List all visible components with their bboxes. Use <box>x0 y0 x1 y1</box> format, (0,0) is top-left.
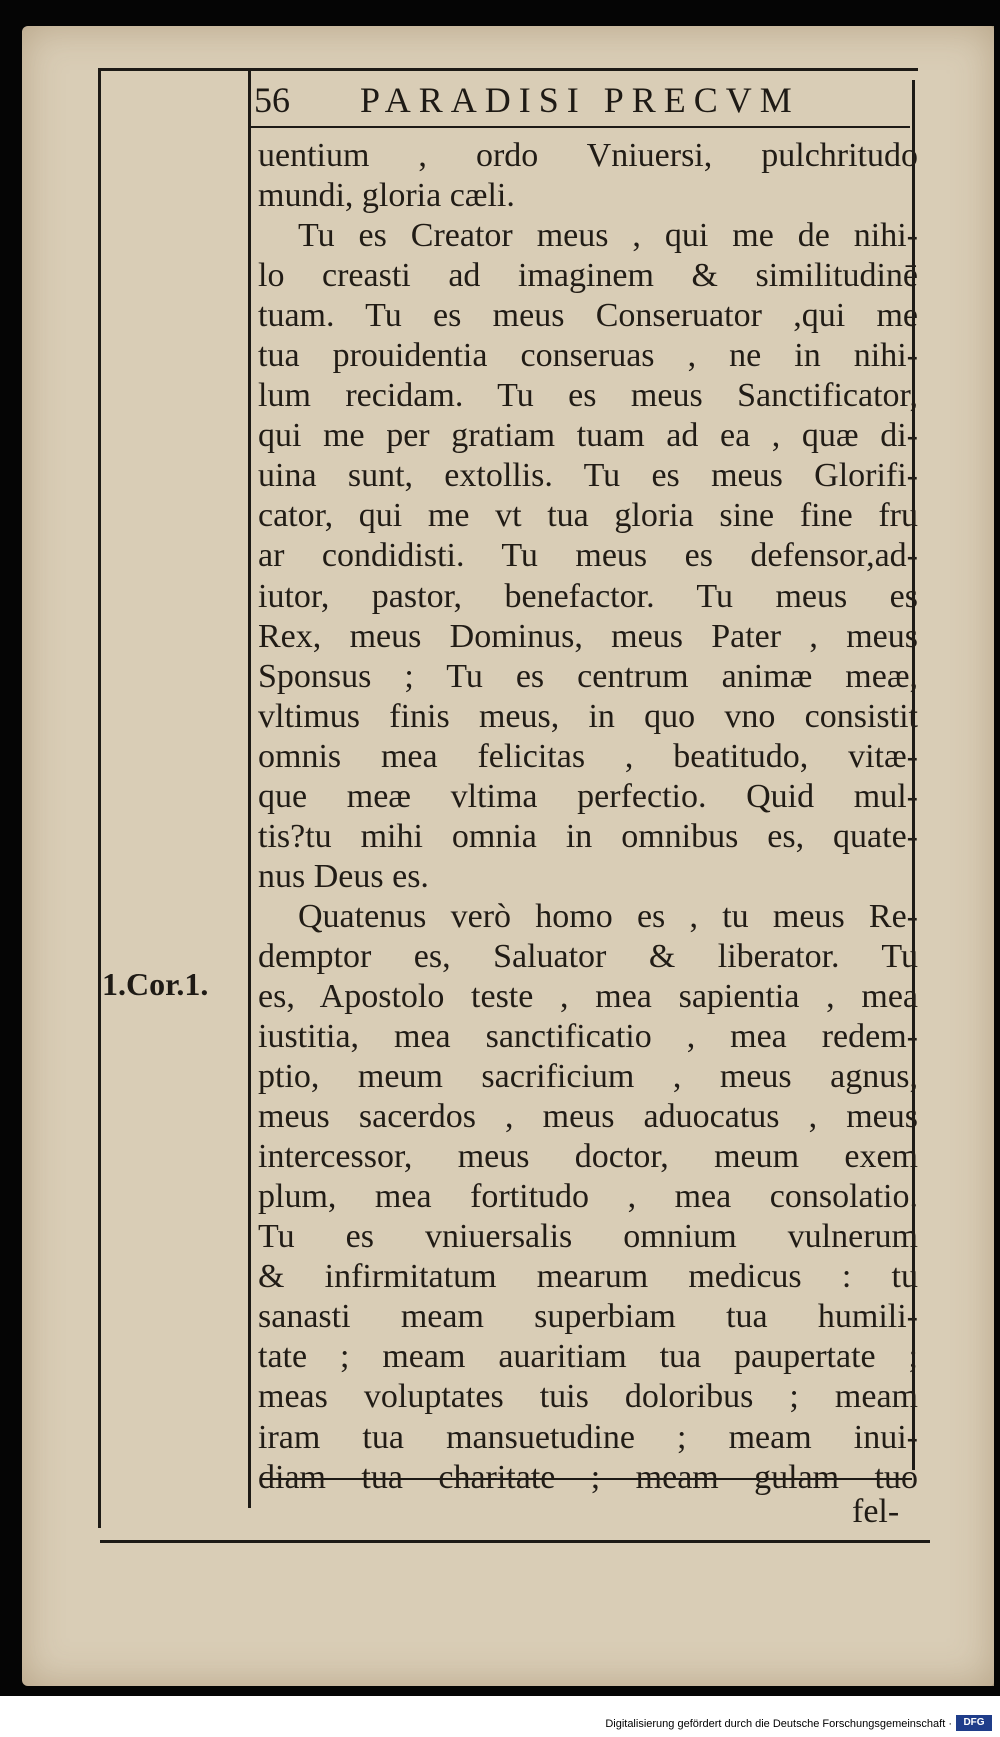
text-line: Sponsus ; Tu es centrum animæ meæ, <box>258 657 918 695</box>
text-line: meus sacerdos , meus aduocatus , meus <box>258 1098 918 1136</box>
text-line: iram tua mansuetudine ; meam inui- <box>258 1418 918 1456</box>
text-line: qui me per gratiam tuam ad ea , quæ di- <box>258 417 918 455</box>
text-line: tuam. Tu es meus Conseruator ,qui me <box>258 297 918 335</box>
text-line: Tu es vniuersalis omnium vulnerum <box>258 1218 918 1256</box>
text-line: Tu es Creator meus , qui me de nihi- <box>298 217 918 255</box>
text-line: lo creasti ad imaginem & similitudinē <box>258 257 918 295</box>
left-margin-rule <box>98 68 101 1528</box>
text-line: uina sunt, extollis. Tu es meus Glorifi- <box>258 457 918 495</box>
text-line: ptio, meum sacrificium , meus agnus, <box>258 1058 918 1096</box>
text-line: es, Apostolo teste , mea sapientia , mea <box>258 977 918 1015</box>
page-number: 56 <box>254 80 290 120</box>
margin-reference: 1.Cor.1. <box>102 966 209 1002</box>
catchword: fel- <box>852 1493 900 1530</box>
text-line: diam tua charitate ; meam gulam tuo <box>258 1458 918 1496</box>
bottom-outer-rule <box>100 1540 930 1543</box>
text-line: que meæ vltima perfectio. Quid mul- <box>258 777 918 815</box>
text-line: plum, mea fortitudo , mea consolatio. <box>258 1178 918 1216</box>
text-line: iustitia, mea sanctificatio , mea redem- <box>258 1018 918 1056</box>
text-line: demptor es, Saluator & liberator. Tu <box>258 937 918 975</box>
funding-note: Digitalisierung gefördert durch die Deutsche Forschungsgemeinschaft · <box>605 1718 952 1730</box>
text-line: mundi, gloria cæli. <box>258 177 515 215</box>
text-line: iutor, pastor, benefactor. Tu meus es <box>258 577 918 615</box>
text-line: lum recidam. Tu es meus Sanctificator, <box>258 377 918 415</box>
text-line: meas voluptates tuis doloribus ; meam <box>258 1378 918 1416</box>
text-line: ar condidisti. Tu meus es defensor,ad- <box>258 537 918 575</box>
text-line: tis?tu mihi omnia in omnibus es, quate- <box>258 817 918 855</box>
text-column-left-rule <box>248 68 251 1508</box>
text-line: tua prouidentia conseruas , ne in nihi- <box>258 337 918 375</box>
dfg-logo: DFG <box>956 1715 992 1731</box>
top-outer-rule <box>98 68 918 71</box>
header-underline-rule <box>250 126 910 128</box>
text-line: sanasti meam superbiam tua humili- <box>258 1298 918 1336</box>
text-line: tate ; meam auaritiam tua paupertate ; <box>258 1338 918 1376</box>
text-line: Quatenus verò homo es , tu meus Re- <box>298 897 918 935</box>
text-line: Rex, meus Dominus, meus Pater , meus <box>258 617 918 655</box>
running-title: PARADISI PRECVM <box>360 80 800 120</box>
body-text <box>258 136 918 1498</box>
text-line: nus Deus es. <box>258 857 429 895</box>
text-line: & infirmitatum mearum medicus : tu <box>258 1258 918 1296</box>
text-line: intercessor, meus doctor, meum exem <box>258 1138 918 1176</box>
text-line: cator, qui me vt tua gloria sine fine fru <box>258 497 918 535</box>
text-line: omnis mea felicitas , beatitudo, vitæ- <box>258 737 918 775</box>
text-line: uentium , ordo Vniuersi, pulchritudo <box>258 137 918 174</box>
text-line: vltimus finis meus, in quo vno consistit <box>258 697 918 735</box>
